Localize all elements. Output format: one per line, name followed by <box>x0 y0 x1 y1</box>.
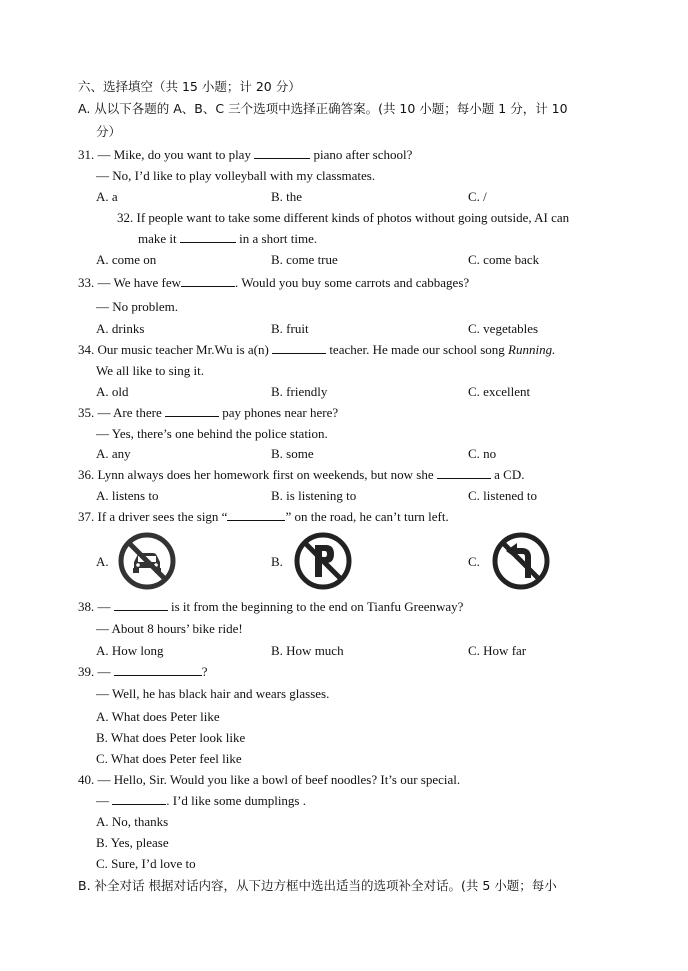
q32-text-b: in a short time. <box>239 231 318 246</box>
q40-number: 40. <box>78 772 95 787</box>
q36-blank[interactable] <box>437 466 491 479</box>
q37-option-c[interactable]: C. <box>468 554 480 569</box>
q36-option-a[interactable]: A. listens to <box>96 488 159 503</box>
q37-blank[interactable] <box>227 508 285 521</box>
question-34 <box>78 341 555 358</box>
q33-blank[interactable] <box>181 274 235 287</box>
q35-option-c[interactable]: C. no <box>468 446 497 461</box>
question-37 <box>78 508 449 525</box>
q33-text-b: . Would you buy some carrots and cabbages? <box>235 275 470 290</box>
q32-option-c[interactable]: C. come back <box>468 252 540 267</box>
q35-blank[interactable] <box>165 404 219 417</box>
q36-number: 36. <box>78 467 95 482</box>
q34-blank[interactable] <box>272 341 326 354</box>
q39-response: — Well, he has black hair and wears glasses. <box>96 686 330 701</box>
question-35 <box>78 404 338 421</box>
q35-number: 35. <box>78 405 95 420</box>
q35-response: — Yes, there’s one behind the police station. <box>96 426 328 441</box>
q35-text-b: pay phones near here? <box>222 405 339 420</box>
q38-option-c[interactable]: C. How far <box>468 643 527 658</box>
q31-number: 31. <box>78 147 95 162</box>
q38-text-b: is it from the beginning to the end on Tianfu Greenway? <box>171 599 464 614</box>
q40-option-a[interactable]: A. No, thanks <box>96 814 169 829</box>
q36-text-a: Lynn always does her homework first on weekends, but now she <box>97 467 434 482</box>
q33-text-a: — We have few <box>97 275 182 290</box>
part-b-instruction: B. 补全对话 根据对话内容，从下边方框中选出适当的选项补全对话。(共 5 小题；每小 <box>78 878 557 893</box>
q40-option-c[interactable]: C. Sure, I’d love to <box>96 856 196 871</box>
q31-response: — No, I’d like to play volleyball with my classmates. <box>96 168 376 183</box>
q38-option-a[interactable]: A. How long <box>96 643 164 658</box>
q39-number: 39. <box>78 664 95 679</box>
q37-number: 37. <box>78 509 95 524</box>
q33-option-c[interactable]: C. vegetables <box>468 321 539 336</box>
no-parking-sign-icon[interactable] <box>293 531 353 591</box>
q39-option-c[interactable]: C. What does Peter feel like <box>96 751 242 766</box>
q38-dash: — <box>97 599 111 614</box>
q40-blank[interactable] <box>112 792 166 805</box>
q33-option-a[interactable]: A. drinks <box>96 321 145 336</box>
q38-option-b[interactable]: B. How much <box>271 643 344 658</box>
q36-option-b[interactable]: B. is listening to <box>271 488 357 503</box>
q37-text-b: ” on the road, he can’t turn left. <box>285 509 449 524</box>
q34-option-c[interactable]: C. excellent <box>468 384 531 399</box>
q38-blank[interactable] <box>114 598 168 611</box>
q34-option-b[interactable]: B. friendly <box>271 384 328 399</box>
q39-blank[interactable] <box>114 663 202 676</box>
q31-option-a[interactable]: A. a <box>96 189 118 204</box>
part-a-instruction-cont: 分） <box>96 124 122 139</box>
part-a-instruction: A. 从以下各题的 A、B、C 三个选项中选择正确答案。(共 10 小题；每小题 1 分，计 10 <box>78 101 568 116</box>
q34-number: 34. <box>78 342 95 357</box>
q39-option-b[interactable]: B. What does Peter look like <box>96 730 246 745</box>
q31-text-a: — Mike, do you want to play <box>97 147 251 162</box>
q39-option-a[interactable]: A. What does Peter like <box>96 709 220 724</box>
q40-option-b[interactable]: B. Yes, please <box>96 835 169 850</box>
q31-blank[interactable] <box>254 146 310 159</box>
section-title: 六、选择填空（共 15 小题；计 20 分） <box>78 79 301 94</box>
q35-option-a[interactable]: A. any <box>96 446 131 461</box>
q32-text-a: make it <box>138 231 177 246</box>
q33-response: — No problem. <box>96 299 178 314</box>
question-40 <box>78 771 460 788</box>
q35-text-a: — Are there <box>97 405 162 420</box>
q36-text-b: a CD. <box>494 467 525 482</box>
no-left-turn-sign-icon[interactable] <box>491 531 551 591</box>
question-31 <box>78 146 412 163</box>
q34-song-title: Running. <box>508 342 556 357</box>
q32-option-b[interactable]: B. come true <box>271 252 338 267</box>
question-38 <box>78 598 463 615</box>
q33-option-b[interactable]: B. fruit <box>271 321 309 336</box>
q40-dash: — <box>96 793 109 808</box>
q32-blank[interactable] <box>180 230 236 243</box>
q37-option-b[interactable]: B. <box>271 554 283 569</box>
q40-text-b: . I’d like some dumplings . <box>166 793 306 808</box>
q32-line-2 <box>138 230 317 247</box>
question-33 <box>78 274 469 291</box>
q32-option-a[interactable]: A. come on <box>96 252 157 267</box>
question-39 <box>78 663 208 680</box>
q31-option-c[interactable]: C. / <box>468 189 487 204</box>
no-cars-sign-icon[interactable] <box>117 531 177 591</box>
q36-option-c[interactable]: C. listened to <box>468 488 537 503</box>
q34-line-2: We all like to sing it. <box>96 363 204 378</box>
q38-response: — About 8 hours’ bike ride! <box>96 621 243 636</box>
q34-option-a[interactable]: A. old <box>96 384 129 399</box>
q39-text-b: ? <box>201 664 208 679</box>
q40-text: — Hello, Sir. Would you like a bowl of beef noodles? It’s our special. <box>97 772 461 787</box>
q37-option-a[interactable]: A. <box>96 554 109 569</box>
q39-dash: — <box>97 664 111 679</box>
question-36 <box>78 466 524 483</box>
q33-number: 33. <box>78 275 95 290</box>
q31-option-b[interactable]: B. the <box>271 189 303 204</box>
question-32: 32. If people want to take some different kinds of photos without going outside, AI can <box>117 210 570 225</box>
q35-option-b[interactable]: B. some <box>271 446 314 461</box>
q40-response <box>96 792 306 809</box>
q31-text-b: piano after school? <box>313 147 413 162</box>
q34-text-b: teacher. He made our school song <box>329 342 505 357</box>
q34-text-a: Our music teacher Mr.Wu is a(n) <box>97 342 269 357</box>
q37-text-a: If a driver sees the sign “ <box>97 509 228 524</box>
q38-number: 38. <box>78 599 95 614</box>
